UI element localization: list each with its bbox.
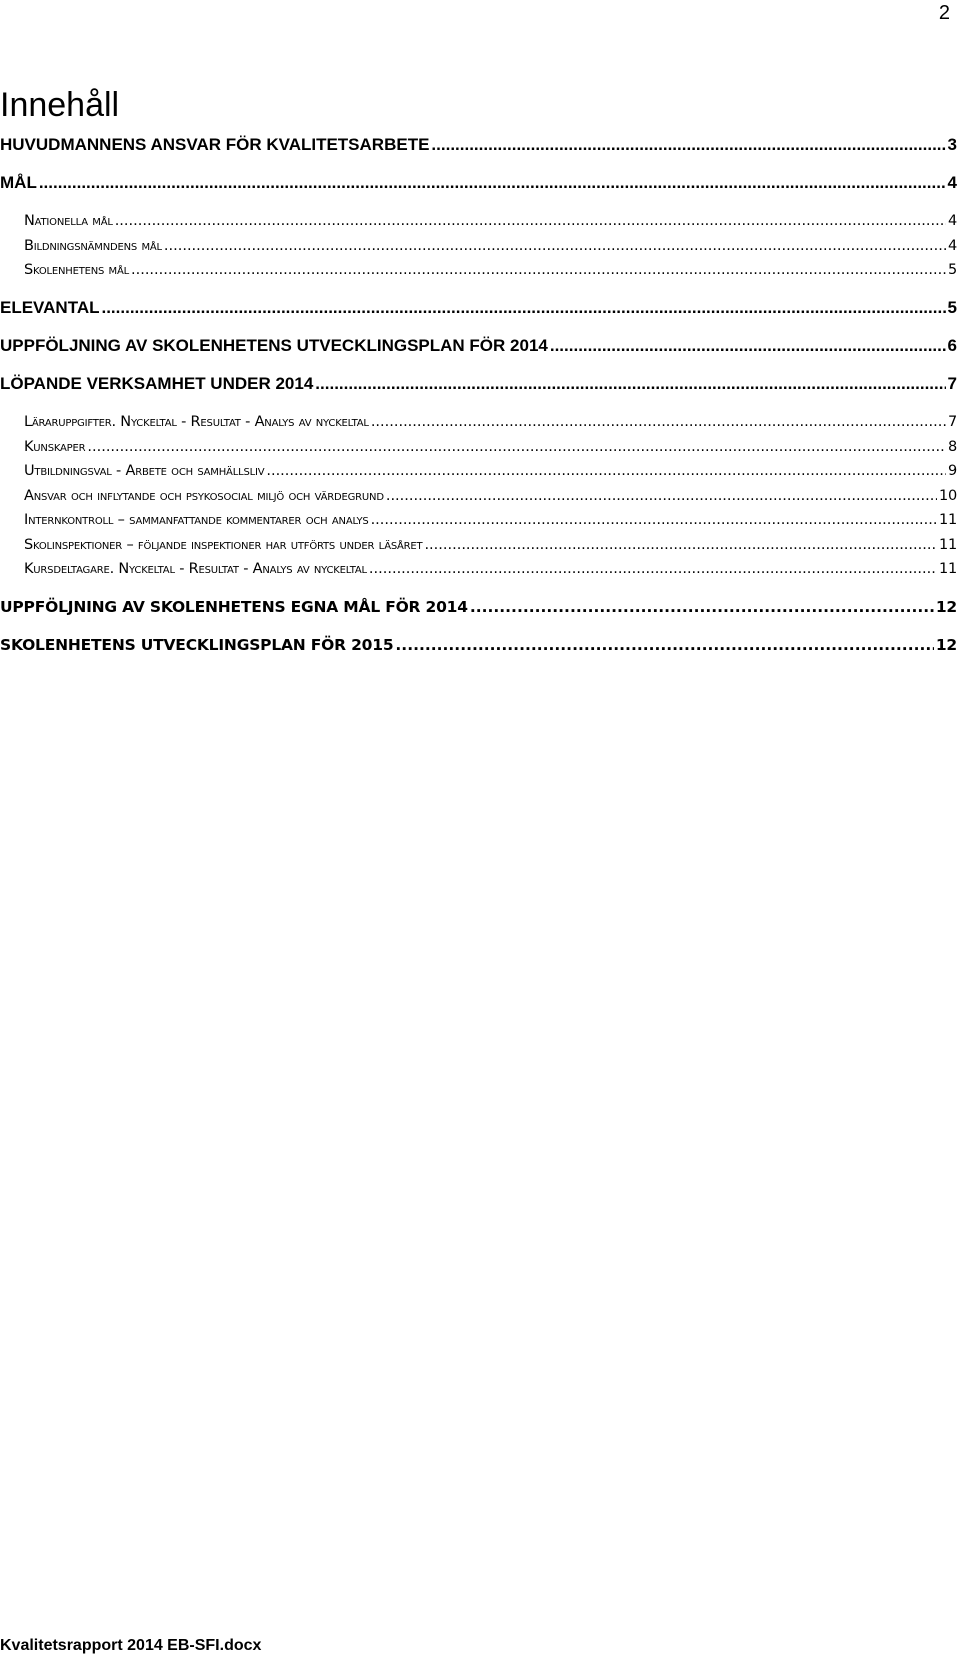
- toc-entry-page: 4: [947, 237, 957, 254]
- toc-entry-elevantal[interactable]: [0, 298, 957, 339]
- toc-entry-label: Kursdeltagare. Nyckeltal - Resultat - Analys av nyckeltal: [24, 561, 367, 577]
- toc-entry-page: 11: [938, 561, 957, 577]
- page-number: 2: [938, 2, 950, 24]
- toc-entry-label: Ansvar och inflytande och psykosocial miljö och värdegrund: [24, 487, 384, 504]
- toc-entry-mal[interactable]: [0, 173, 957, 214]
- toc-entry-internkontroll[interactable]: [0, 513, 957, 538]
- toc-entry-uppfoljning-utvecklingsplan-2014[interactable]: [0, 336, 957, 377]
- toc-entry-label: Skolenhetens mål: [24, 262, 129, 278]
- toc-entry-page: 7: [947, 374, 957, 393]
- dot-leader: [431, 138, 945, 152]
- toc-entry-label: HUVUDMANNENS ANSVAR FÖR KVALITETSARBETE: [0, 135, 430, 154]
- toc-entry-kursdeltagare[interactable]: [0, 562, 957, 600]
- dot-leader: [266, 464, 946, 478]
- dot-leader: [395, 638, 933, 652]
- toc-entry-label: Läraruppgifter. Nyckeltal - Resultat - Analys av nyckeltal: [24, 414, 369, 430]
- toc-entry-nationella-mal[interactable]: [0, 214, 957, 239]
- dot-leader: [39, 176, 946, 190]
- toc-entry-page: 10: [938, 487, 957, 504]
- toc-entry-label: Kunskaper: [24, 438, 86, 455]
- toc-entry-label: Nationella mål: [24, 213, 113, 229]
- toc-entry-page: 5: [947, 298, 957, 317]
- dot-leader: [115, 214, 946, 228]
- dot-leader: [371, 415, 946, 429]
- toc-entry-page: 9: [947, 463, 957, 479]
- toc-entry-page: 6: [947, 336, 957, 355]
- toc-entry-ansvar-och-inflytande[interactable]: [0, 489, 957, 514]
- toc-entry-label: UPPFÖLJNING AV SKOLENHETENS UTVECKLINGSPLAN FÖR 2014: [0, 336, 548, 355]
- toc-entry-label: ELEVANTAL: [0, 298, 100, 317]
- dot-leader: [550, 339, 946, 353]
- toc-entry-label: UPPFÖLJNING AV SKOLENHETENS EGNA MÅL FÖR 2014: [0, 598, 468, 616]
- toc-entry-label: Internkontroll – sammanfattande kommentarer och analys: [24, 512, 369, 528]
- toc-entry-page: 11: [938, 512, 957, 528]
- toc-entry-page: 11: [938, 536, 957, 553]
- toc-heading: Innehåll: [0, 86, 120, 124]
- toc-entry-skolinspektioner[interactable]: [0, 538, 957, 563]
- toc-entry-label: Bildningsnämndens mål: [24, 237, 162, 254]
- toc-entry-page: 5: [947, 262, 957, 278]
- toc-entry-page: 12: [935, 636, 957, 654]
- toc-entry-lopande-verksamhet[interactable]: [0, 374, 957, 415]
- toc-entry-bildningsnamndens-mal[interactable]: [0, 239, 957, 264]
- toc-entry-utbildningsval[interactable]: [0, 464, 957, 489]
- toc-entry-uppfoljning-egna-mal-2014[interactable]: [0, 600, 957, 638]
- toc-entry-label: LÖPANDE VERKSAMHET UNDER 2014: [0, 374, 314, 393]
- dot-leader: [371, 513, 937, 527]
- toc-entry-page: 4: [947, 173, 957, 192]
- toc-entry-lararuppgifter[interactable]: [0, 415, 957, 440]
- footer-filename: Kvalitetsrapport 2014 EB-SFI.docx: [0, 1637, 262, 1654]
- toc-entry-page: 8: [947, 438, 957, 455]
- toc-entry-huvudmannens-ansvar[interactable]: [0, 135, 957, 176]
- toc-entry-label: Utbildningsval - Arbete och samhällsliv: [24, 463, 265, 479]
- dot-leader: [386, 489, 937, 503]
- toc-entry-skolenhetens-mal[interactable]: [0, 263, 957, 301]
- dot-leader: [424, 538, 936, 552]
- dot-leader: [87, 440, 946, 454]
- toc-entry-page: 3: [947, 135, 957, 154]
- dot-leader: [315, 377, 945, 391]
- dot-leader: [470, 600, 934, 614]
- toc-entry-label: MÅL: [0, 173, 37, 192]
- dot-leader: [101, 301, 945, 315]
- dot-leader: [164, 239, 946, 253]
- toc-entry-label: SKOLENHETENS UTVECKLINGSPLAN FÖR 2015: [0, 636, 394, 654]
- table-of-contents: [0, 135, 957, 676]
- toc-entry-page: 4: [947, 213, 957, 229]
- toc-entry-kunskaper[interactable]: [0, 440, 957, 465]
- toc-entry-utvecklingsplan-2015[interactable]: [0, 638, 957, 676]
- dot-leader: [131, 263, 946, 277]
- toc-entry-page: 12: [935, 598, 957, 616]
- dot-leader: [369, 562, 937, 576]
- toc-entry-label: Skolinspektioner – följande inspektioner har utförts under läsåret: [24, 536, 423, 553]
- toc-entry-page: 7: [947, 414, 957, 430]
